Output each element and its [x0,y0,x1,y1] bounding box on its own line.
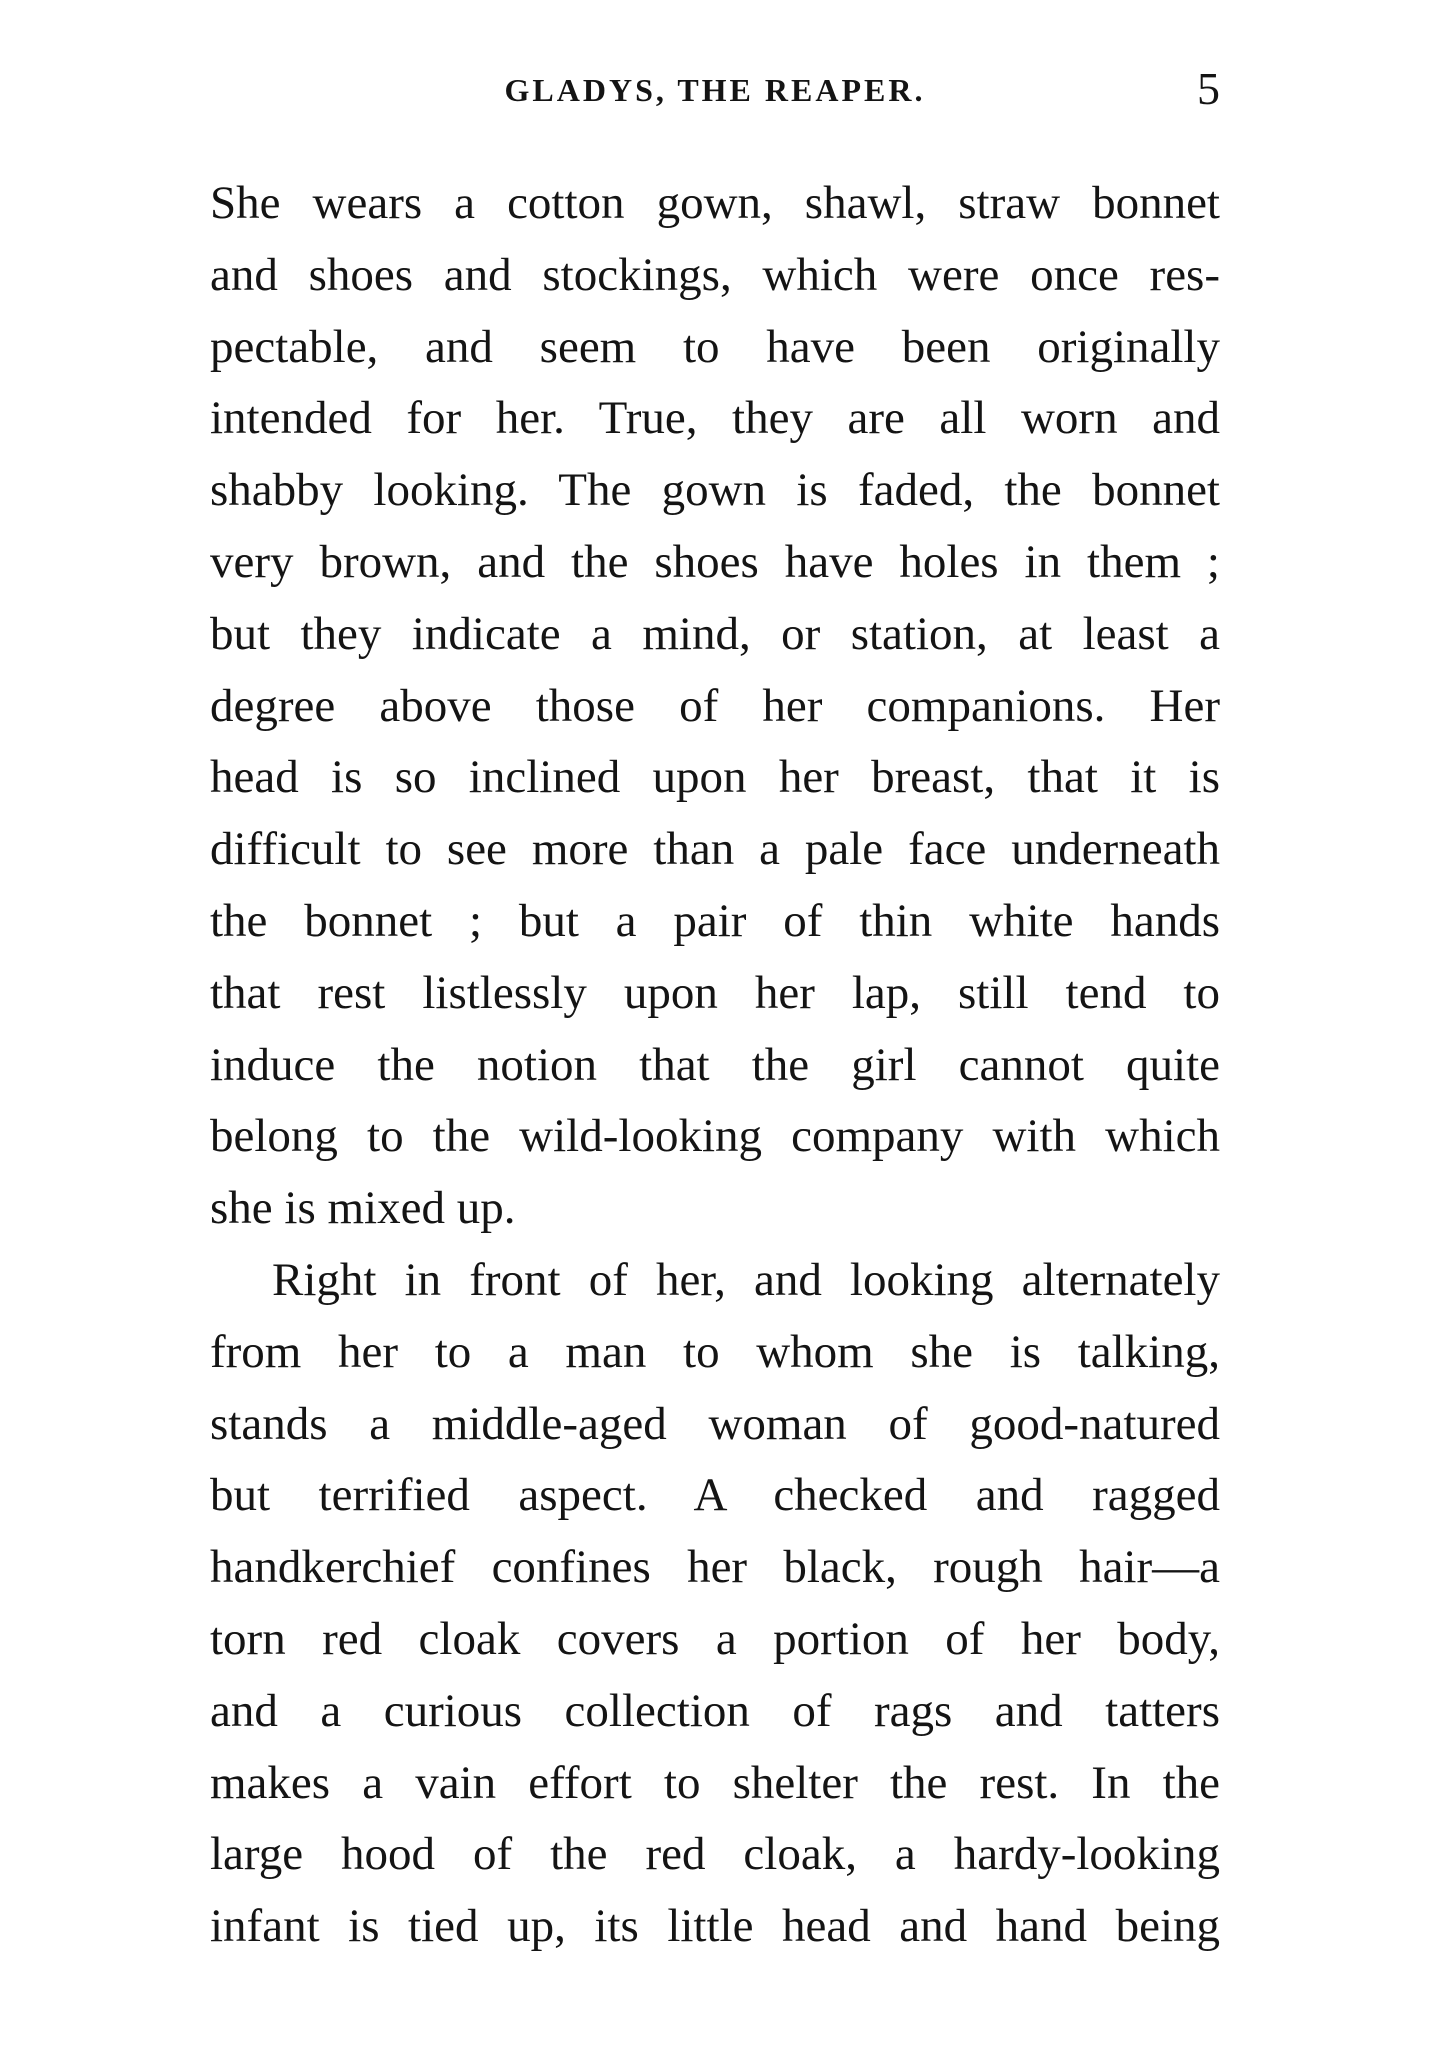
text-line: difficult to see more than a pale face underneath [210,823,1220,876]
text-line: from her to a man to whom she is talking, [210,1325,1220,1378]
paragraph [210,168,1220,1245]
text-line: makes a vain effort to shelter the rest. In the [210,1756,1220,1809]
text-line: but they indicate a mind, or station, at least a [210,607,1220,660]
text-line: belong to the wild-looking company with which [210,1110,1220,1163]
text-line: she is mixed up. [210,1182,516,1235]
text-line: Right in front of her, and looking alternately [272,1253,1220,1306]
text-line: pectable, and seem to have been originally [210,320,1220,373]
text-line: very brown, and the shoes have holes in them ; [210,535,1220,588]
text-line: head is so inclined upon her breast, that it is [210,751,1220,804]
paragraph [210,1245,1220,1963]
text-line: that rest listlessly upon her lap, still tend to [210,966,1220,1019]
text-line: degree above those of her companions. Her [210,679,1220,732]
page-number: 5 [1197,63,1220,114]
text-line: but terrified aspect. A checked and ragged [210,1469,1220,1522]
text-line: large hood of the red cloak, a hardy-looking [210,1828,1220,1881]
text-line: intended for her. True, they are all worn and [210,392,1220,445]
text-line: the bonnet ; but a pair of thin white hands [210,894,1220,947]
text-line: torn red cloak covers a portion of her body, [210,1612,1220,1665]
text-line: stands a middle-aged woman of good-natured [210,1397,1220,1450]
running-title: GLADYS, THE REAPER. [504,72,926,108]
text-line: infant is tied up, its little head and hand being [210,1900,1220,1953]
text-line: She wears a cotton gown, shawl, straw bonnet [210,177,1220,229]
running-head [210,64,1220,124]
text-line: and a curious collection of rags and tatters [210,1684,1220,1737]
text-line: shabby looking. The gown is faded, the bonnet [210,464,1220,517]
text-line: handkerchief confines her black, rough hair—a [210,1541,1220,1594]
body-text [210,168,1220,1963]
text-line: induce the notion that the girl cannot quite [210,1038,1220,1091]
text-line: and shoes and stockings, which were once res- [210,248,1220,301]
